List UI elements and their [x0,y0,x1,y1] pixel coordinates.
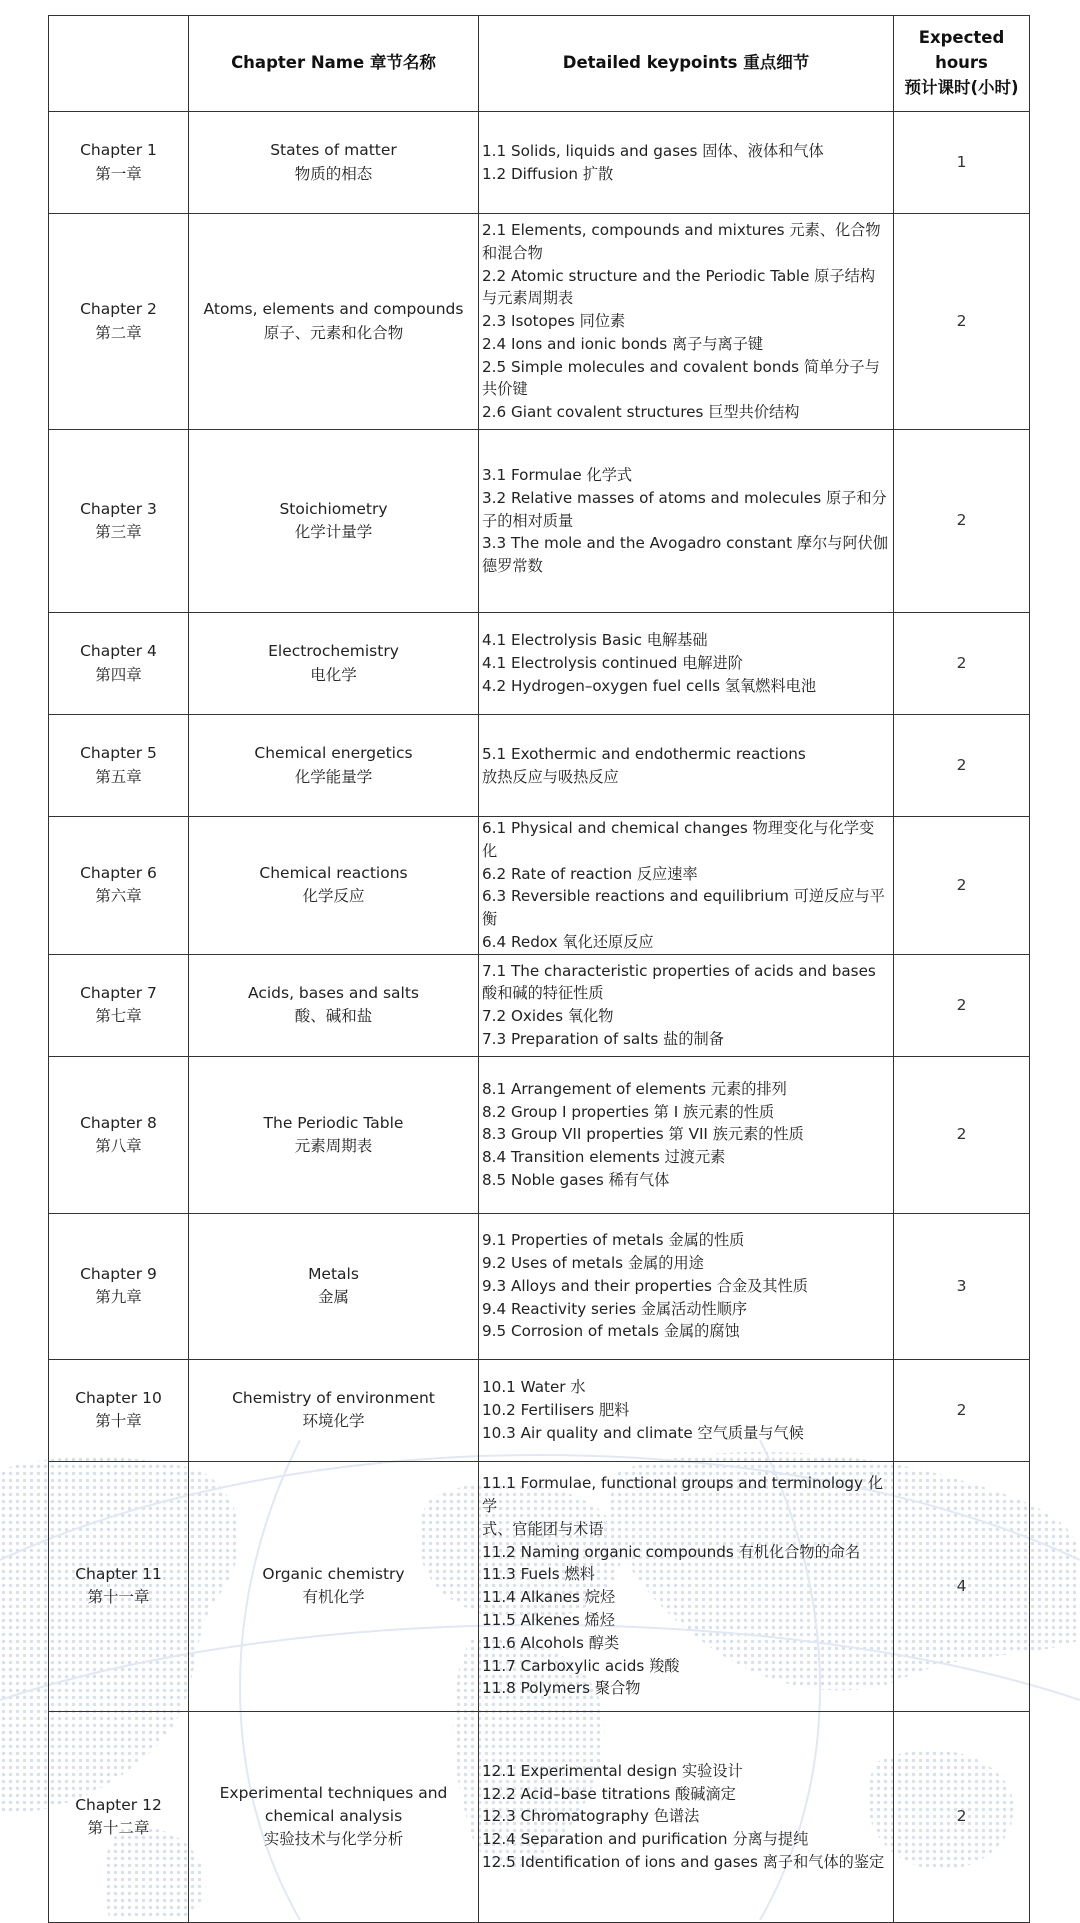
table-row [49,214,1030,430]
keypoint: 2.5 Simple molecules and covalent bonds 简单分子与 共价键 [482,357,880,399]
keypoint: 7.3 Preparation of salts 盐的制备 [482,1030,724,1049]
keypoint: 11.7 Carboxylic acids 羧酸 [482,1656,680,1675]
keypoint: 2.4 Ions and ionic bonds 离子与离子键 [482,334,764,353]
chapter-number-cn: 第四章 [95,665,142,684]
keypoint: 8.5 Noble gases 稀有气体 [482,1170,670,1189]
hours-cell: 2 [894,715,1030,817]
chapter-name: Chemistry of environment [232,1389,435,1408]
table-row [49,112,1030,214]
chapter-name: The Periodic Table [263,1113,404,1132]
keypoint: 1.1 Solids, liquids and gases 固体、液体和气体 [482,141,824,160]
keypoint: 12.5 Identification of ions and gases 离子和气体的鉴定 [482,1852,885,1871]
hours-cell: 2 [894,613,1030,715]
chapter-name-cn: 实验技术与化学分析 [263,1830,404,1849]
chapter-number-cn: 第九章 [95,1288,142,1307]
header-chapter-name: Chapter Name 章节名称 [189,16,479,112]
keypoint: 10.3 Air quality and climate 空气质量与气候 [482,1423,804,1442]
keypoint: 6.4 Redox 氧化还原反应 [482,932,654,951]
keypoint: 11.1 Formulae, functional groups and terminology 化学 式、官能团与术语 [482,1474,884,1538]
hours-cell: 2 [894,1056,1030,1213]
keypoints-cell [479,1461,894,1711]
keypoints-cell [479,430,894,613]
chapter-name-cn: 金属 [317,1288,349,1307]
keypoint: 11.3 Fuels 燃料 [482,1565,595,1584]
table-row [49,1213,1030,1359]
hours-cell: 2 [894,1711,1030,1922]
chapter-number-cn: 第七章 [95,1007,142,1026]
chapter-number: Chapter 6 [80,864,157,883]
chapter-name-cn: 酸、碱和盐 [294,1007,373,1026]
chapter-number-cn: 第八章 [95,1136,142,1155]
keypoints-cell [479,1056,894,1213]
keypoint: 4.1 Electrolysis Basic 电解基础 [482,631,708,650]
chapter-number: Chapter 3 [80,499,157,518]
keypoint: 3.1 Formulae 化学式 [482,466,633,484]
chapter-name-cell [189,1213,479,1359]
keypoint: 8.1 Arrangement of elements 元素的排列 [482,1079,787,1098]
keypoint: 11.8 Polymers 聚合物 [482,1679,641,1698]
table-row [49,613,1030,715]
keypoint: 11.4 Alkanes 烷烃 [482,1588,616,1607]
keypoints-cell [479,1711,894,1922]
chapter-cell [49,430,189,613]
chapter-cell [49,1359,189,1461]
header-keypoints: Detailed keypoints 重点细节 [479,16,894,112]
chapter-number: Chapter 5 [80,744,157,763]
keypoint: 10.2 Fertilisers 肥料 [482,1400,630,1419]
keypoints-cell [479,817,894,955]
chapter-name-cn: 元素周期表 [294,1136,373,1155]
keypoints-cell [479,112,894,214]
chapter-number-cn: 第十章 [95,1412,142,1431]
keypoint: 4.1 Electrolysis continued 电解进阶 [482,654,743,673]
keypoint: 9.4 Reactivity series 金属活动性顺序 [482,1299,748,1318]
chapter-name-cn: 环境化学 [302,1412,365,1431]
chapter-name-cn: 有机化学 [302,1588,365,1607]
table-row [49,1359,1030,1461]
keypoints-cell [479,954,894,1056]
chapter-name: Chemical energetics [254,744,413,763]
table-row [49,1056,1030,1213]
keypoint: 9.1 Properties of metals 金属的性质 [482,1231,745,1250]
keypoint: 6.3 Reversible reactions and equilibrium 可逆反应与平 衡 [482,887,885,929]
chapter-number-cn: 第十一章 [87,1588,150,1607]
keypoint: 7.1 The characteristic properties of acids and bases 酸和碱的特征性质 [482,961,876,1003]
chapter-cell [49,715,189,817]
chapter-name-cn: 化学计量学 [294,523,373,541]
chapter-name: Stoichiometry [279,499,388,518]
keypoint: 12.2 Acid–base titrations 酸碱滴定 [482,1784,736,1803]
chapter-number: Chapter 8 [80,1113,157,1132]
chapter-name-cell [189,430,479,613]
chapter-number: Chapter 9 [80,1265,157,1284]
table-row [49,1461,1030,1711]
table-row [49,715,1030,817]
keypoint: 6.2 Rate of reaction 反应速率 [482,864,698,883]
chapter-cell [49,1711,189,1922]
chapter-name-cell [189,817,479,955]
table-row [49,1711,1030,1922]
chapter-cell [49,613,189,715]
chapter-name: Atoms, elements and compounds [203,300,464,319]
chapter-number: Chapter 11 [75,1565,162,1584]
chapter-cell [49,1213,189,1359]
header-expected-hours: Expected hours 预计课时(小时) [894,16,1030,112]
chapter-number-cn: 第一章 [95,164,142,183]
chapter-number-cn: 第三章 [95,523,142,541]
chapter-name: Acids, bases and salts [248,984,419,1003]
keypoint: 12.1 Experimental design 实验设计 [482,1761,743,1780]
hours-cell: 2 [894,954,1030,1056]
keypoint: 8.2 Group I properties 第 I 族元素的性质 [482,1102,775,1121]
chapter-name-cell [189,1461,479,1711]
keypoint: 10.1 Water 水 [482,1378,586,1397]
chapter-number: Chapter 2 [80,300,157,319]
chapter-number-cn: 第五章 [95,767,142,786]
keypoint: 2.6 Giant covalent structures 巨型共价结构 [482,403,800,422]
keypoint: 2.2 Atomic structure and the Periodic Table 原子结构 与元素周期表 [482,266,876,308]
keypoint: 9.3 Alloys and their properties 合金及其性质 [482,1276,808,1295]
keypoints-cell [479,1359,894,1461]
chapter-cell [49,954,189,1056]
chapter-number: Chapter 7 [80,984,157,1003]
table-row [49,817,1030,955]
chapter-name: Metals [308,1265,359,1284]
chapter-name-cell [189,1359,479,1461]
keypoint: 12.3 Chromatography 色谱法 [482,1807,700,1826]
keypoints-cell [479,214,894,430]
chapter-name: States of matter [270,141,397,160]
chapter-name: Organic chemistry [262,1565,405,1584]
syllabus-table [48,15,1030,1923]
keypoint: 9.5 Corrosion of metals 金属的腐蚀 [482,1322,740,1341]
keypoint: 12.4 Separation and purification 分离与提纯 [482,1830,809,1849]
chapter-cell [49,817,189,955]
chapter-number: Chapter 12 [75,1795,162,1814]
keypoint: 11.2 Naming organic compounds 有机化合物的命名 [482,1542,861,1561]
chapter-name-cn: 原子、元素和化合物 [263,323,404,342]
keypoint: 3.2 Relative masses of atoms and molecules 原子和分 子的相对质量 [482,488,887,530]
keypoints-cell [479,1213,894,1359]
table-row [49,954,1030,1056]
hours-cell: 2 [894,214,1030,430]
chapter-name-cn: 化学反应 [302,887,365,906]
chapter-name-cell [189,954,479,1056]
keypoint: 1.2 Diffusion 扩散 [482,164,614,183]
keypoint: 5.1 Exothermic and endothermic reactions 放热反应与吸热反应 [482,744,806,786]
chapter-cell [49,1056,189,1213]
chapter-name-cn: 化学能量学 [294,767,373,786]
chapter-name-cell [189,112,479,214]
hours-cell: 2 [894,1359,1030,1461]
keypoint: 8.3 Group VII properties 第 VII 族元素的性质 [482,1125,804,1144]
chapter-cell [49,112,189,214]
chapter-number: Chapter 10 [75,1389,162,1408]
keypoint: 4.2 Hydrogen–oxygen fuel cells 氢氧燃料电池 [482,676,817,695]
chapter-cell [49,1461,189,1711]
keypoint: 9.2 Uses of metals 金属的用途 [482,1254,704,1273]
hours-cell: 1 [894,112,1030,214]
keypoints-cell [479,715,894,817]
chapter-number: Chapter 1 [80,141,157,160]
table-row [49,430,1030,613]
hours-cell: 3 [894,1213,1030,1359]
chapter-number: Chapter 4 [80,642,157,661]
chapter-name-cn: 物质的相态 [294,164,373,183]
header-row [49,16,1030,112]
keypoint: 3.3 The mole and the Avogadro constant 摩尔与阿伏伽 德罗常数 [482,534,889,576]
keypoint: 8.4 Transition elements 过渡元素 [482,1148,726,1167]
chapter-name-cell [189,1056,479,1213]
keypoint: 11.5 Alkenes 烯烃 [482,1611,615,1630]
chapter-name: Electrochemistry [268,642,399,661]
chapter-name-cell [189,1711,479,1922]
chapter-name-cell [189,613,479,715]
chapter-name-cell [189,214,479,430]
hours-cell: 2 [894,430,1030,613]
chapter-cell [49,214,189,430]
keypoints-cell [479,613,894,715]
keypoint: 2.3 Isotopes 同位素 [482,312,626,331]
chapter-number-cn: 第二章 [95,323,142,342]
chapter-name: Chemical reactions [259,864,408,883]
chapter-number-cn: 第六章 [95,887,142,906]
keypoint: 11.6 Alcohols 醇类 [482,1633,620,1652]
keypoint: 2.1 Elements, compounds and mixtures 元素、化合物 和混合物 [482,220,881,262]
keypoint: 7.2 Oxides 氧化物 [482,1007,614,1026]
chapter-number-cn: 第十二章 [87,1818,150,1837]
chapter-name-cell [189,715,479,817]
chapter-name-cn: 电化学 [310,665,357,684]
header-chapter [49,16,189,112]
chapter-name: Experimental techniques and chemical analysis [219,1783,448,1826]
keypoint: 6.1 Physical and chemical changes 物理变化与化学变化 [482,819,875,860]
hours-cell: 4 [894,1461,1030,1711]
hours-cell: 2 [894,817,1030,955]
